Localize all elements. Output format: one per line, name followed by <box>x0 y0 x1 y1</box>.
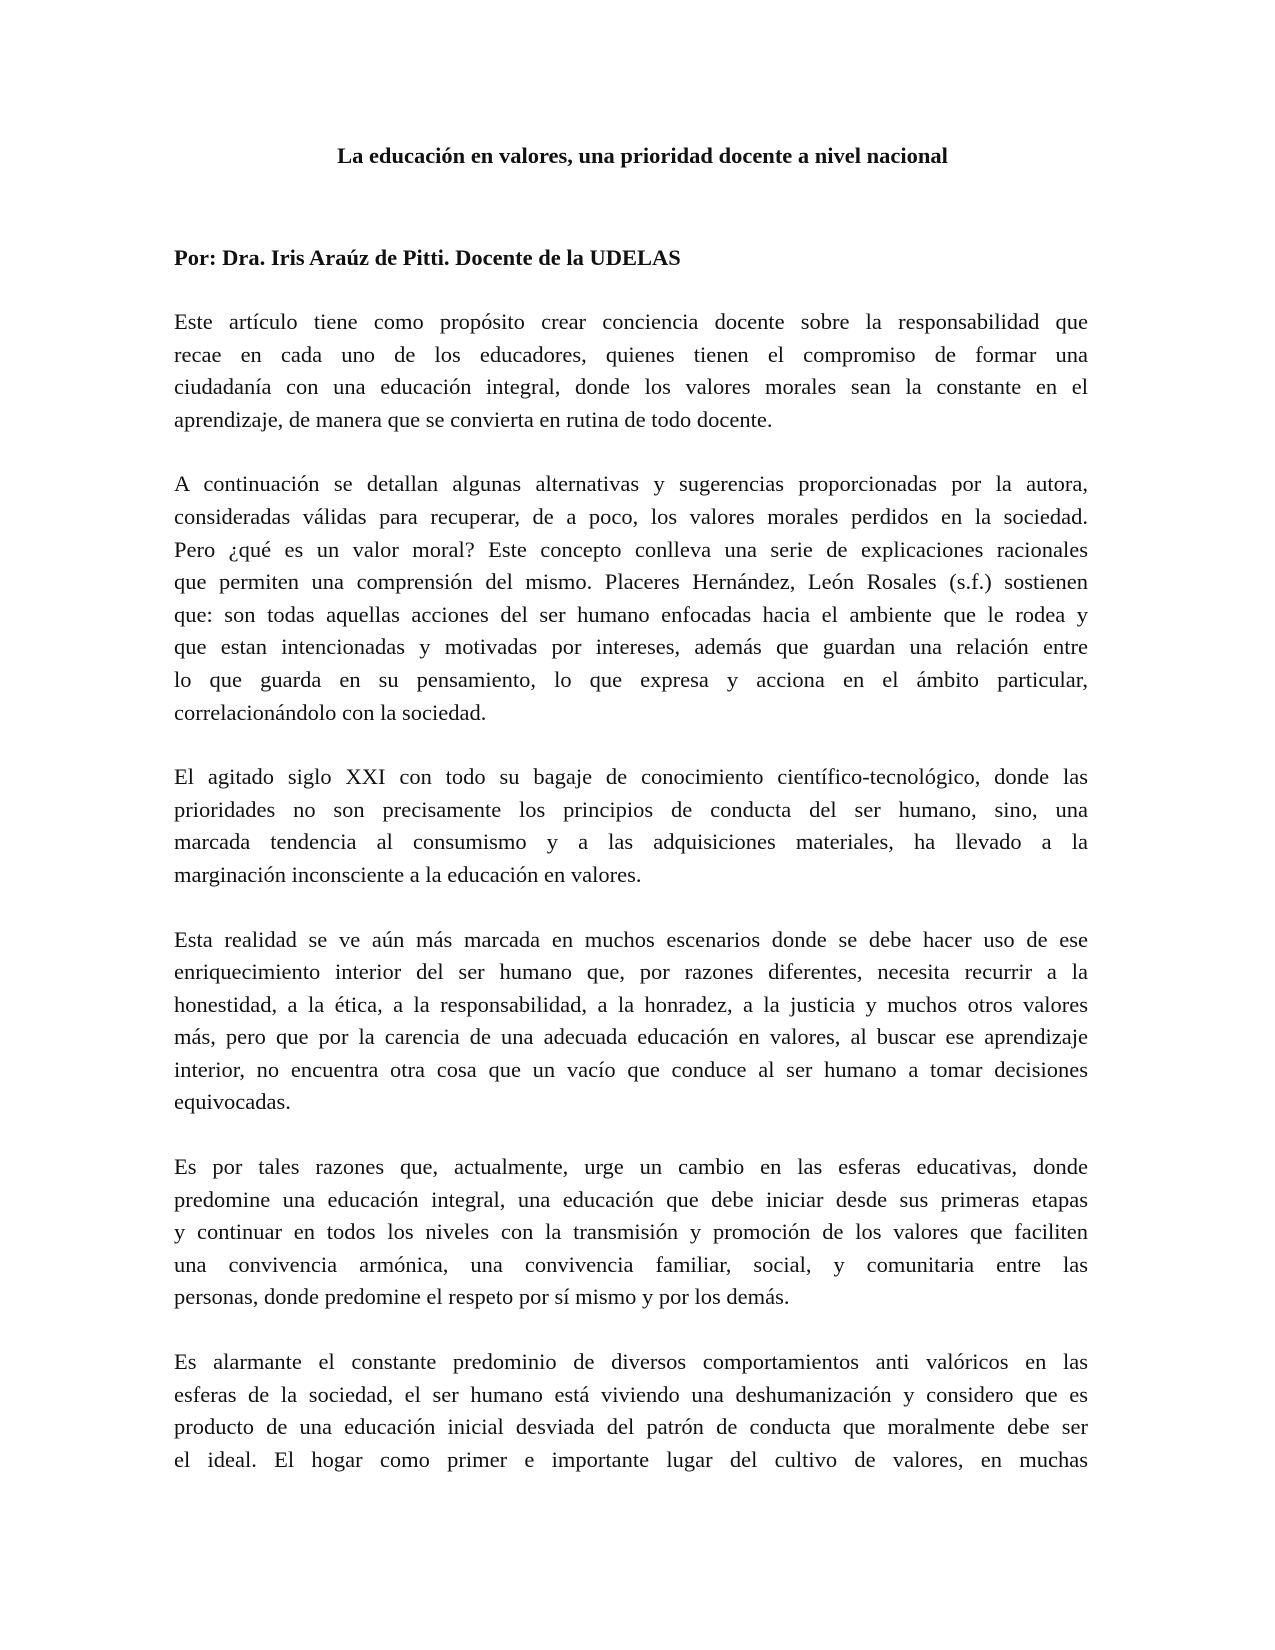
paragraph-line: marginación inconsciente a la educación en valores. <box>174 861 642 887</box>
paragraph <box>174 924 1088 1120</box>
paragraph-line: una convivencia armónica, una convivencia familiar, social, y comunitaria entre las <box>174 1251 1088 1277</box>
paragraph-line: enriquecimiento interior del ser humano que, por razones diferentes, necesita recurrir a la <box>174 959 1088 985</box>
paragraph-line: que: son todas aquellas acciones del ser humano enfocadas hacia el ambiente que le rodea y <box>174 601 1088 627</box>
paragraph <box>174 468 1088 729</box>
paragraph-line: que permiten una comprensión del mismo. Placeres Hernández, León Rosales (s.f.) sostienen <box>174 569 1088 595</box>
paragraph-line: marcada tendencia al consumismo y a las adquisiciones materiales, ha llevado a la <box>174 829 1088 855</box>
paragraph-line: recae en cada uno de los educadores, quienes tienen el compromiso de formar una <box>174 341 1088 367</box>
author-byline: Por: Dra. Iris Araúz de Pitti. Docente de la UDELAS <box>174 245 681 270</box>
paragraph-line: predomine una educación integral, una educación que debe iniciar desde sus primeras etapas <box>174 1186 1088 1212</box>
paragraph-line: consideradas válidas para recuperar, de a poco, los valores morales perdidos en la sociedad. <box>174 503 1088 529</box>
paragraph-line: A continuación se detallan algunas alternativas y sugerencias proporcionadas por la autora, <box>174 471 1088 497</box>
paragraph-line: que estan intencionadas y motivadas por intereses, además que guardan una relación entre <box>174 634 1088 660</box>
paragraph-line: correlacionándolo con la sociedad. <box>174 699 487 725</box>
paragraph-line: esferas de la sociedad, el ser humano está viviendo una deshumanización y considero que es <box>174 1381 1088 1407</box>
paragraph-line: Es por tales razones que, actualmente, urge un cambio en las esferas educativas, donde <box>174 1154 1088 1180</box>
paragraph-line: aprendizaje, de manera que se convierta en rutina de todo docente. <box>174 406 773 432</box>
paragraph-line: ciudadanía con una educación integral, donde los valores morales sean la constante en el <box>174 374 1088 400</box>
paragraph-line: prioridades no son precisamente los principios de conducta del ser humano, sino, una <box>174 796 1088 822</box>
paragraph-line: honestidad, a la ética, a la responsabilidad, a la honradez, a la justicia y muchos otros valores <box>174 991 1088 1017</box>
paragraph-line: y continuar en todos los niveles con la transmisión y promoción de los valores que faciliten <box>174 1219 1088 1245</box>
article-paragraphs <box>174 306 1088 1476</box>
paragraph <box>174 306 1088 436</box>
paragraph-line: Es alarmante el constante predominio de diversos comportamientos anti valóricos en las <box>174 1349 1088 1375</box>
paragraph <box>174 761 1088 891</box>
document-title: La educación en valores, una prioridad docente a nivel nacional <box>337 143 948 168</box>
paragraph-line: más, pero que por la carencia de una adecuada educación en valores, al buscar ese aprendizaje <box>174 1024 1088 1050</box>
paragraph-line: producto de una educación inicial desviada del patrón de conducta que moralmente debe ser <box>174 1414 1088 1440</box>
paragraph-line: El agitado siglo XXI con todo su bagaje de conocimiento científico-tecnológico, donde las <box>174 764 1088 790</box>
paragraph-line: lo que guarda en su pensamiento, lo que expresa y acciona en el ámbito particular, <box>174 666 1088 692</box>
paragraph-line: interior, no encuentra otra cosa que un vacío que conduce al ser humano a tomar decisiones <box>174 1056 1088 1082</box>
paragraph-line: personas, donde predomine el respeto por sí mismo y por los demás. <box>174 1284 790 1310</box>
paragraph-line: Este artículo tiene como propósito crear conciencia docente sobre la responsabilidad que <box>174 309 1088 334</box>
paragraph-line: Esta realidad se ve aún más marcada en muchos escenarios donde se debe hacer uso de ese <box>174 926 1088 952</box>
paragraph <box>174 1151 1088 1314</box>
document-body <box>174 242 1088 1476</box>
paragraph-line: Pero ¿qué es un valor moral? Este concepto conlleva una serie de explicaciones racionales <box>174 536 1088 562</box>
paragraph <box>174 1346 1088 1476</box>
paragraph-line: el ideal. El hogar como primer e importante lugar del cultivo de valores, en muchas <box>174 1446 1088 1472</box>
paragraph-line: equivocadas. <box>174 1089 291 1115</box>
